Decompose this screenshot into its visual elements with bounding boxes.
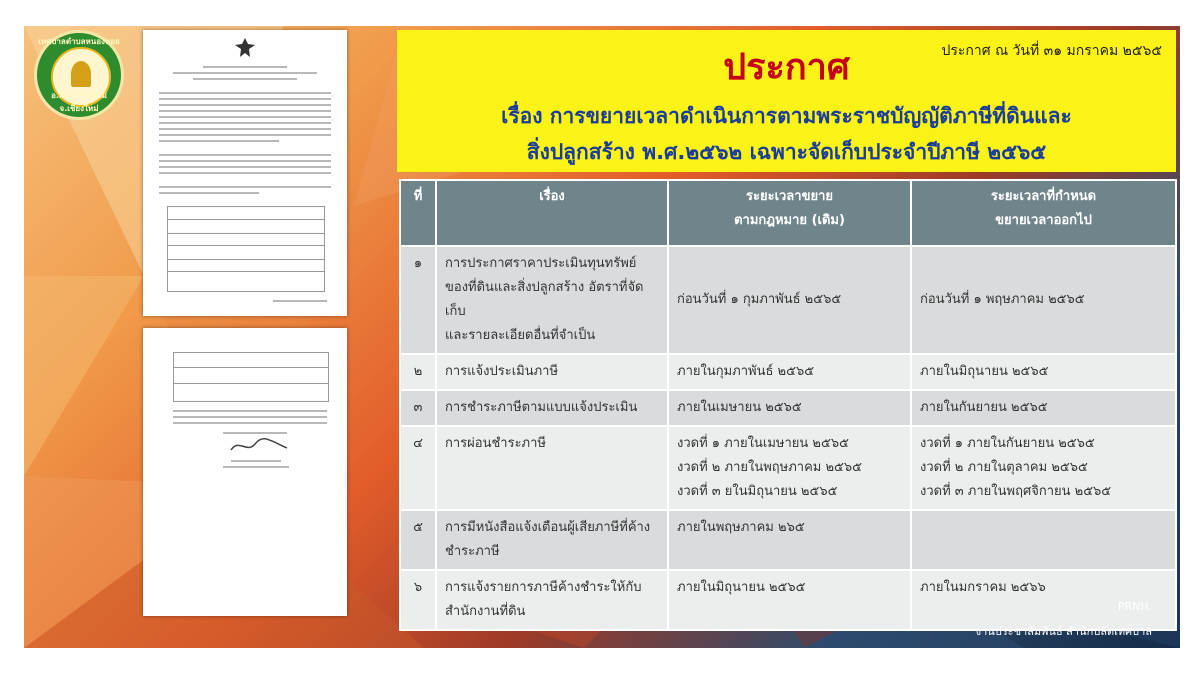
row-subject: การชำระภาษีตามแบบแจ้งประเมิน [436, 390, 668, 426]
row-subject: การมีหนังสือแจ้งเตือนผู้เสียภาษีที่ค้าง ชำระภาษี [436, 510, 668, 570]
row-extended-period: งวดที่ ๑ ภายในกันยายน ๒๕๖๕ งวดที่ ๒ ภายในตุลาคม ๒๕๖๕ งวดที่ ๓ ภายในพฤศจิกายน ๒๕๖๕ [911, 426, 1176, 510]
row-number: ๖ [400, 570, 436, 630]
extension-schedule-table [399, 179, 1177, 631]
document-page-2 [143, 328, 347, 616]
column-header-extended-period: ระยะเวลาที่กำหนด ขยายเวลาออกไป [911, 180, 1176, 246]
announcement-subject-line-1: เรื่อง การขยายเวลาดำเนินการตามพระราชบัญญัติภาษีที่ดินและ [501, 104, 1072, 128]
row-number: ๒ [400, 354, 436, 390]
row-subject: การประกาศราคาประเมินทุนทรัพย์ ของที่ดินและสิ่งปลูกสร้าง อัตราที่จัดเก็บ และรายละเอียดอื่นที่จำเป็น [436, 246, 668, 354]
document-mini-table [167, 206, 325, 292]
announcement-title: ประกาศ [723, 46, 850, 88]
table-row [400, 246, 1176, 354]
document-mini-table-2 [173, 352, 329, 402]
row-original-period: ภายในกุมภาพันธ์ ๒๕๖๕ [668, 354, 911, 390]
row-number: ๕ [400, 510, 436, 570]
column-header-no: ที่ [400, 180, 436, 246]
row-subject: การแจ้งรายการภาษีค้างชำระให้กับ สำนักงานที่ดิน [436, 570, 668, 630]
table-row [400, 354, 1176, 390]
signature-icon [229, 436, 289, 456]
row-extended-period [911, 510, 1176, 570]
municipality-logo [34, 30, 124, 120]
table-header-row [400, 180, 1176, 246]
column-header-subject: เรื่อง [436, 180, 668, 246]
row-number: ๓ [400, 390, 436, 426]
footer-department: งานประชาสัมพันธ์ สำนักปลัดเทศบาล [975, 625, 1152, 638]
announcement-date: ประกาศ ณ วันที่ ๓๑ มกราคม ๒๕๖๕ [941, 43, 1162, 59]
logo-text-bottom: อ.เมืองเชียงใหม่ จ.เชียงใหม่ [51, 91, 107, 113]
row-extended-period: ภายในกันยายน ๒๕๖๕ [911, 390, 1176, 426]
logo-text-top: เทศบาลตำบลหนองหอย [38, 37, 120, 46]
footer-code: PRNH. [1117, 600, 1152, 613]
row-subject: การผ่อนชำระภาษี [436, 426, 668, 510]
garuda-emblem-icon [233, 36, 257, 60]
announcement-subject-line-2: สิ่งปลูกสร้าง พ.ศ.๒๕๖๒ เฉพาะจัดเก็บประจำปีภาษี ๒๕๖๕ [526, 140, 1047, 164]
row-original-period: งวดที่ ๑ ภายในเมษายน ๒๕๖๕ งวดที่ ๒ ภายในพฤษภาคม ๒๕๖๕ งวดที่ ๓ ยในมิถุนายน ๒๕๖๕ [668, 426, 911, 510]
row-number: ๑ [400, 246, 436, 354]
row-number: ๔ [400, 426, 436, 510]
column-header-original-period: ระยะเวลาขยาย ตามกฎหมาย (เดิม) [668, 180, 911, 246]
announcement-header [397, 30, 1176, 172]
row-original-period: ภายในเมษายน ๒๕๖๕ [668, 390, 911, 426]
row-extended-period: ก่อนวันที่ ๑ พฤษภาคม ๒๕๖๕ [911, 246, 1176, 354]
announcement-graphic [24, 26, 1180, 648]
row-extended-period: ภายในมกราคม ๒๕๖๖ [911, 570, 1176, 630]
row-original-period: ภายในมิถุนายน ๒๕๖๕ [668, 570, 911, 630]
document-page-1 [143, 30, 347, 316]
table-row [400, 510, 1176, 570]
row-original-period: ภายในพฤษภาคม ๒๖๕ [668, 510, 911, 570]
table-row [400, 390, 1176, 426]
pot-icon [71, 61, 91, 87]
row-original-period: ก่อนวันที่ ๑ กุมภาพันธ์ ๒๕๖๕ [668, 246, 911, 354]
table-row [400, 570, 1176, 630]
table-row [400, 426, 1176, 510]
row-extended-period: ภายในมิถุนายน ๒๕๖๕ [911, 354, 1176, 390]
row-subject: การแจ้งประเมินภาษี [436, 354, 668, 390]
